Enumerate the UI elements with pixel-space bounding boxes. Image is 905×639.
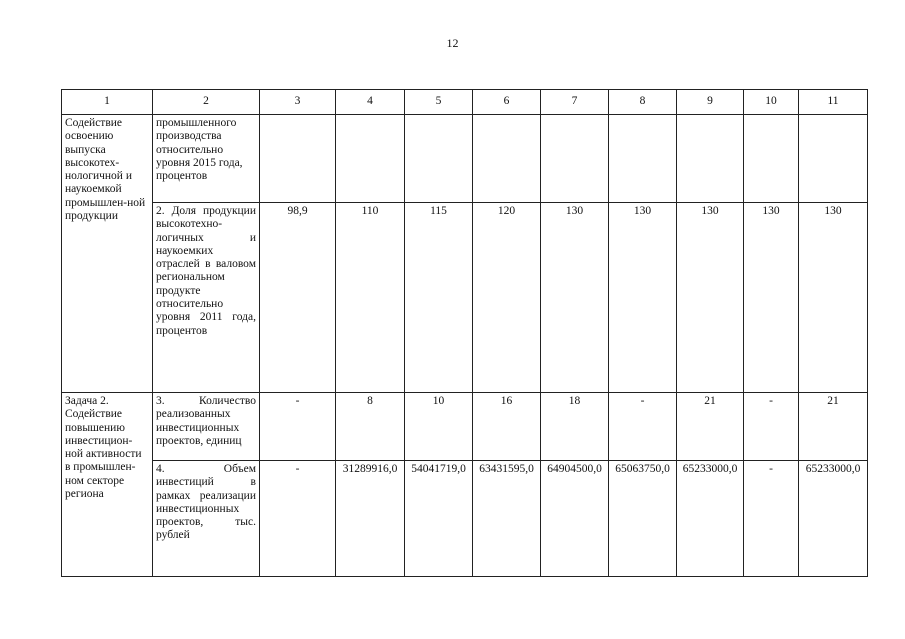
value-cell: 65233000,0	[677, 461, 744, 577]
value-cell	[336, 115, 405, 203]
value-cell: 65233000,0	[799, 461, 868, 577]
task-cell: Содействие освоению выпуска высокотех-нологичной и наукоемкой промышлен-ной продукции	[62, 115, 153, 393]
header-row	[62, 90, 868, 115]
value-cell	[799, 115, 868, 203]
value-cell: -	[744, 393, 799, 461]
value-cell: 64904500,0	[541, 461, 609, 577]
value-cell: 8	[336, 393, 405, 461]
table-row	[62, 203, 868, 393]
value-cell	[744, 115, 799, 203]
table-row	[62, 461, 868, 577]
value-cell: 16	[473, 393, 541, 461]
indicator-cell: 4. Объем инвестиций в рамках реализации инвестиционных проектов, тыс. рублей	[153, 461, 260, 577]
header-cell: 1	[62, 90, 153, 115]
value-cell: 110	[336, 203, 405, 393]
value-cell: 120	[473, 203, 541, 393]
value-cell: 65063750,0	[609, 461, 677, 577]
indicator-cell: 3. Количество реализованных инвестиционных проектов, единиц	[153, 393, 260, 461]
indicator-table	[61, 89, 868, 577]
header-cell: 10	[744, 90, 799, 115]
value-cell: 98,9	[260, 203, 336, 393]
value-cell: 31289916,0	[336, 461, 405, 577]
header-cell: 5	[405, 90, 473, 115]
value-cell	[405, 115, 473, 203]
value-cell: 130	[677, 203, 744, 393]
value-cell: -	[744, 461, 799, 577]
page-number: 12	[446, 36, 459, 50]
header-cell: 4	[336, 90, 405, 115]
header-cell: 6	[473, 90, 541, 115]
value-cell: 21	[799, 393, 868, 461]
header-cell: 8	[609, 90, 677, 115]
value-cell: 130	[541, 203, 609, 393]
indicator-cell: промышленного производства относительно уровня 2015 года, процентов	[153, 115, 260, 203]
value-cell: 130	[799, 203, 868, 393]
value-cell: 130	[744, 203, 799, 393]
value-cell: 54041719,0	[405, 461, 473, 577]
value-cell: 18	[541, 393, 609, 461]
value-cell: 63431595,0	[473, 461, 541, 577]
value-cell: 21	[677, 393, 744, 461]
task-cell: Задача 2. Содействие повышению инвестицион-ной активности в промышлен-ном секторе региона	[62, 393, 153, 577]
value-cell: 115	[405, 203, 473, 393]
value-cell	[677, 115, 744, 203]
indicator-cell: 2. Доля продукции высокотехно-логичных и наукоемких отраслей в валовом региональном продукте относительно уровня 2011 года, процентов	[153, 203, 260, 393]
value-cell	[541, 115, 609, 203]
value-cell: -	[260, 461, 336, 577]
header-cell: 9	[677, 90, 744, 115]
value-cell: 10	[405, 393, 473, 461]
table-row	[62, 393, 868, 461]
value-cell	[473, 115, 541, 203]
value-cell	[609, 115, 677, 203]
header-cell: 2	[153, 90, 260, 115]
value-cell: 130	[609, 203, 677, 393]
value-cell: -	[260, 393, 336, 461]
header-cell: 11	[799, 90, 868, 115]
value-cell: -	[609, 393, 677, 461]
header-cell: 3	[260, 90, 336, 115]
header-cell: 7	[541, 90, 609, 115]
table-row	[62, 115, 868, 203]
value-cell	[260, 115, 336, 203]
